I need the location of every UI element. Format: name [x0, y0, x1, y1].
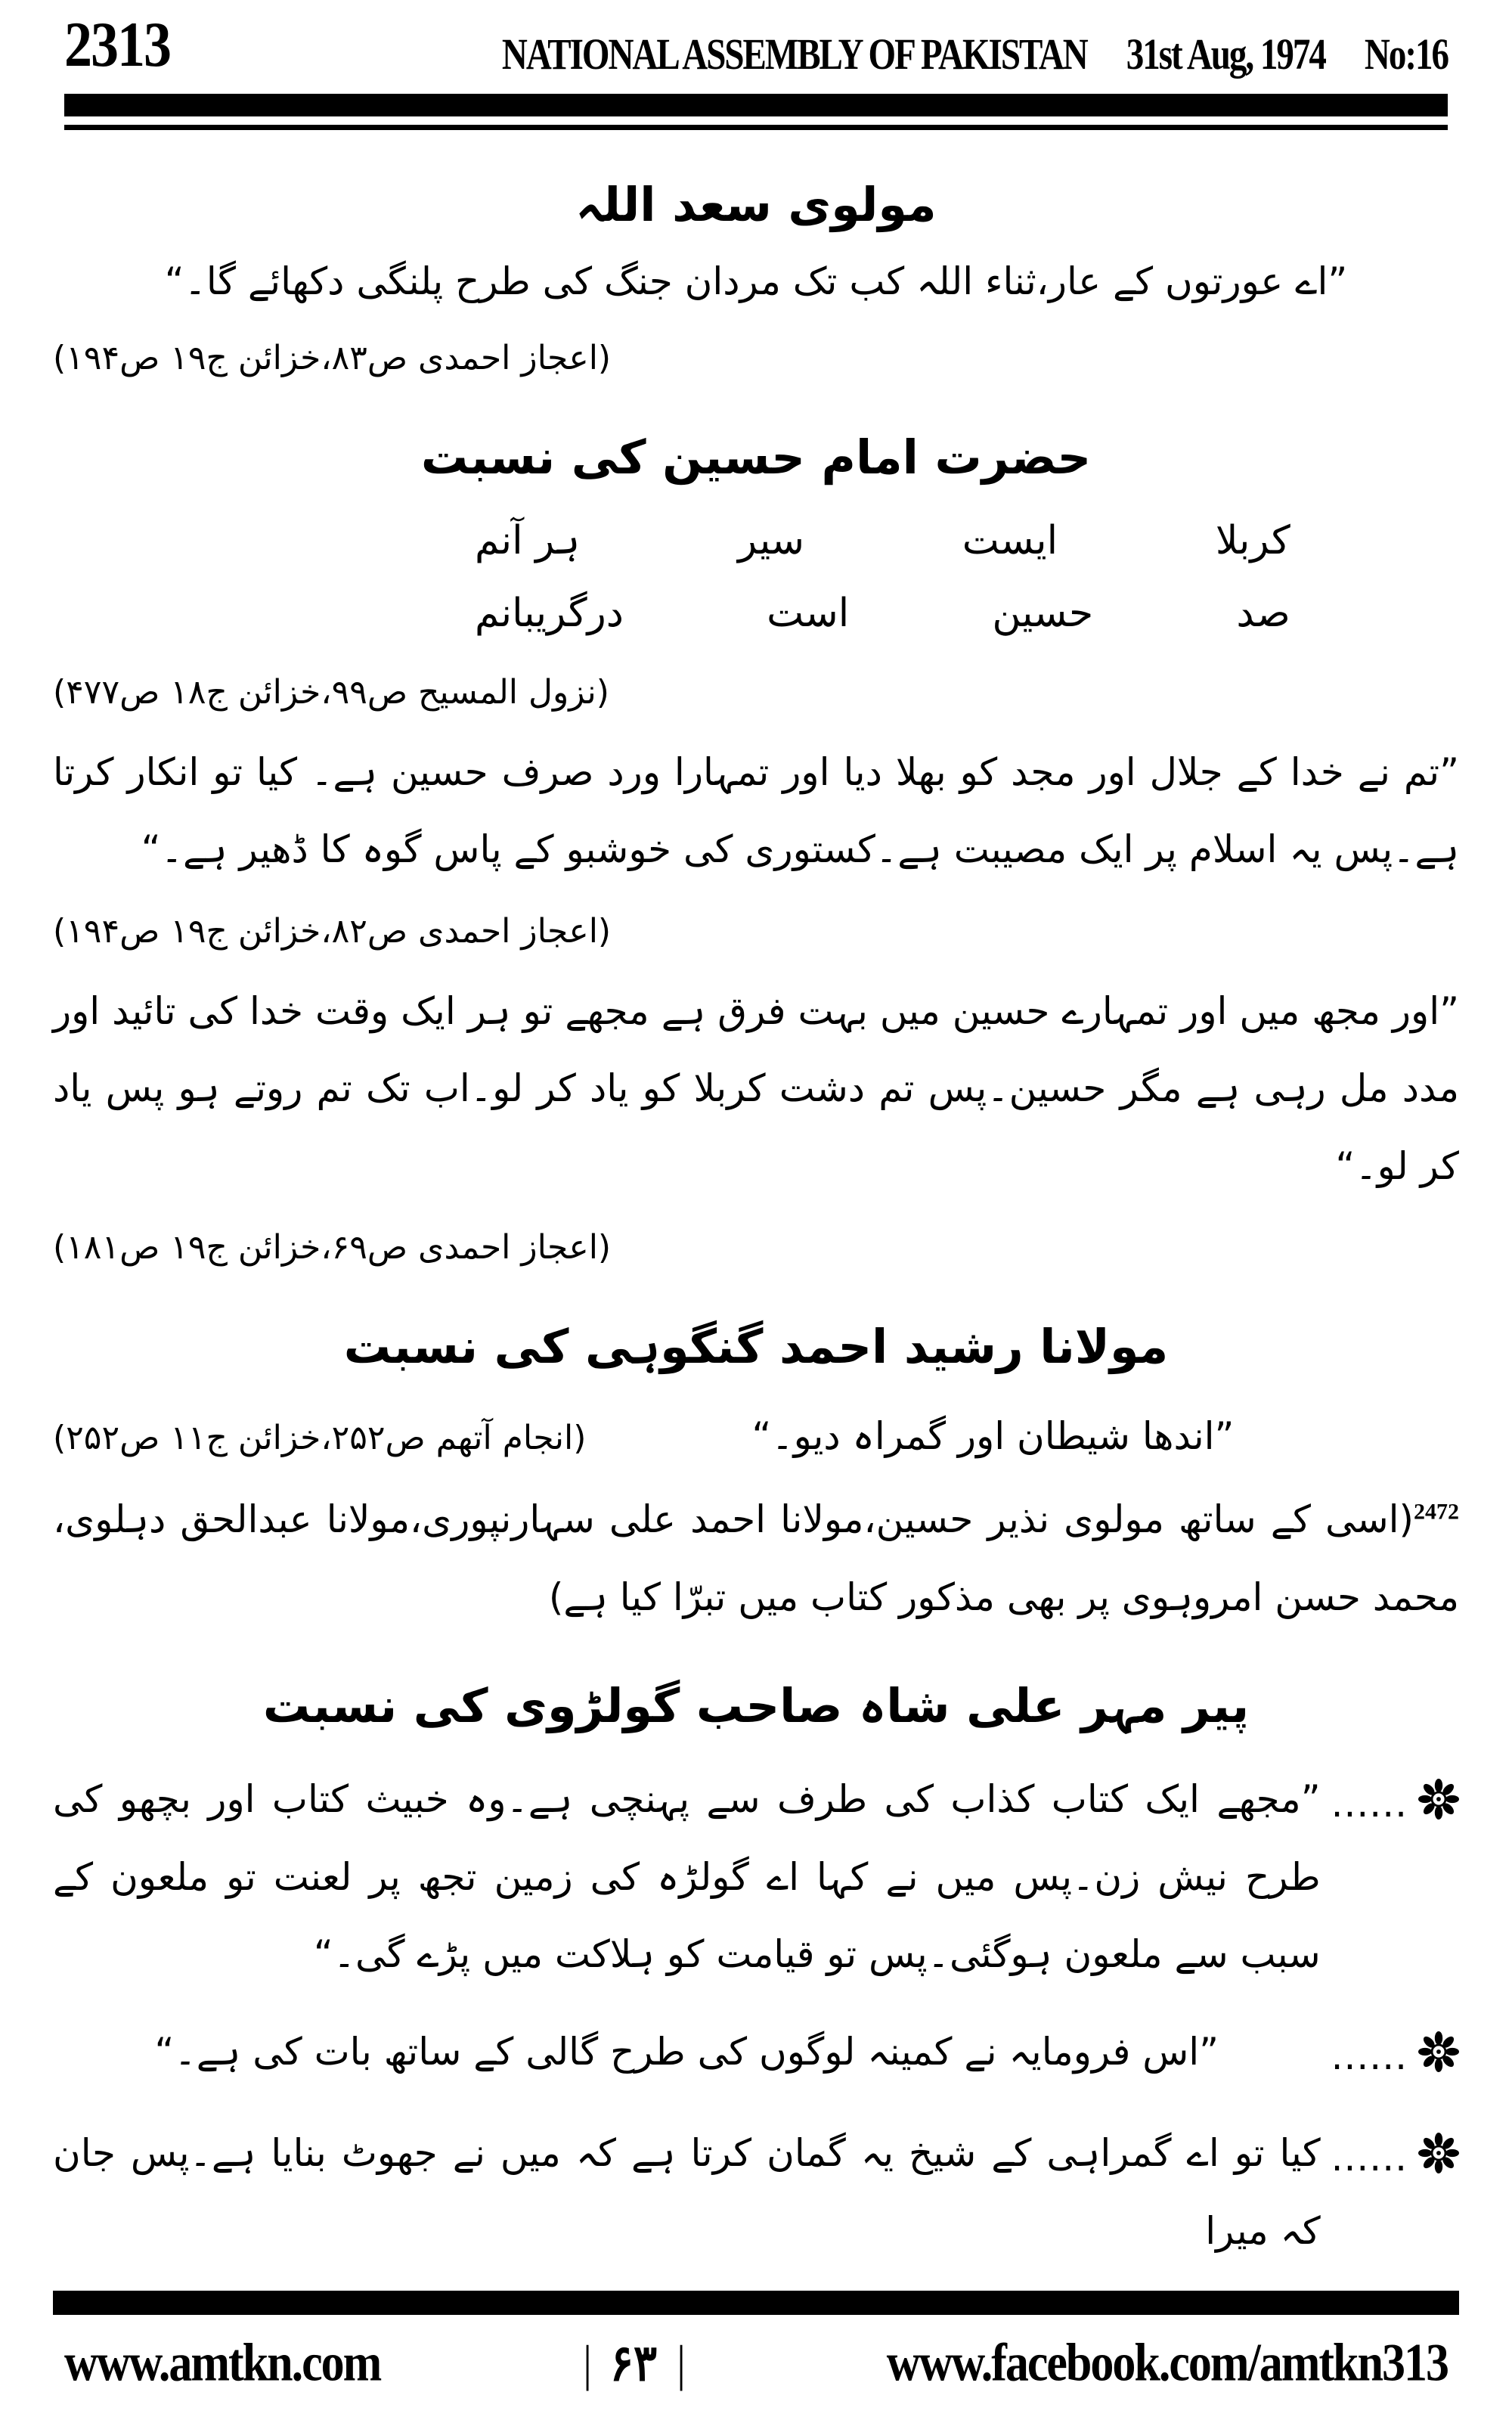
- footnote-marker: 2472: [1414, 1499, 1459, 1525]
- footnote-text: (اسی کے ساتھ مولوی نذیر حسین،مولانا احمد علی سہارنپوری،مولانا عبدالحق دہلوی، محمد حسن امروہوی پر بھی مذکور کتاب میں تبرّا کیا ہے): [53, 1497, 1459, 1619]
- section-heading-gangohi: مولانا رشید احمد گنگوہی کی نسبت: [343, 1319, 1169, 1375]
- footer-rule: [53, 2291, 1459, 2315]
- bullet-text: ”اس فرومایہ نے کمینہ لوگوں کی طرح گالی کے ساتھ بات کی ہے۔“: [154, 2029, 1219, 2074]
- couplet-word: ایست: [962, 517, 1058, 563]
- quote-gangohi: ”اندھا شیطان اور گمراہ دیو۔“: [751, 1414, 1235, 1459]
- header-rule-thin: [64, 125, 1448, 130]
- citation-ijaz-ahmadi-83: (اعجاز احمدی ص۸۳،خزائن ج۱۹ ص۱۹۴): [53, 339, 612, 377]
- bullet-text: ”مجھے ایک کتاب کذاب کی طرف سے پہنچی ہے۔وہ خبیث کتاب اور بچھو کی طرح نیش زن۔پس میں نے کہا اے گولڑہ کی زمین تجھ پر لعنت تو ملعون کے سبب سے ملعون ہوگئی۔پس تو قیامت کو ہلاکت میں پڑے گی۔“: [53, 1777, 1321, 1977]
- couplet-word: حسین: [992, 590, 1094, 636]
- session-date: 31st Aug, 1974: [1126, 29, 1325, 79]
- page-body: [0, 169, 1512, 2270]
- page-footer: [0, 2291, 1512, 2420]
- separator-bar: |: [677, 2335, 684, 2392]
- issue-number: No:16: [1364, 29, 1448, 79]
- citation-ijaz-ahmadi-69: (اعجاز احمدی ص۶۹،خزائن ج۱۹ ص۱۸۱): [53, 1228, 612, 1267]
- couplet-line-1: [475, 504, 1290, 577]
- citation-nuzul-masih-99: (نزول المسیح ص۹۹،خزائن ج۱۸ ص۴۷۷): [53, 673, 609, 712]
- footer-text-row: [0, 2315, 1512, 2420]
- citation-ijaz-ahmadi-82: (اعجاز احمدی ص۸۲،خزائن ج۱۹ ص۱۹۴): [53, 911, 612, 951]
- persian-couplet: [475, 504, 1290, 650]
- quote-saadullah: ”اے عورتوں کے عار،ثناء اللہ کب تک مردان جنگ کی طرح پلنگی دکھائے گا۔“: [164, 259, 1348, 303]
- section-heading-maulvi-saadullah: مولوی سعد اللہ: [575, 177, 937, 232]
- facebook-url: www.facebook.com/amtkn313: [886, 2333, 1448, 2393]
- couplet-word: ہر آنم: [475, 517, 581, 563]
- rosette-ornament-icon: [1418, 2031, 1459, 2072]
- header-rule-thick: [64, 94, 1448, 116]
- ellipsis-dots: ......: [1331, 1782, 1408, 1826]
- footer-page-number: ۶۳: [609, 2335, 658, 2392]
- rosette-ornament-icon: [1418, 2133, 1459, 2173]
- couplet-word: درگریبانم: [475, 590, 624, 636]
- couplet-word: کربلا: [1215, 517, 1290, 563]
- quote-citation-row: [53, 1404, 1459, 1469]
- section-heading-imam-hussain: حضرت امام حسین کی نسبت: [420, 429, 1092, 485]
- page-number: 2313: [64, 9, 170, 81]
- footnote-paragraph: [53, 1481, 1459, 1636]
- bullet-quote-2: [53, 2013, 1459, 2096]
- header-title-group: [501, 29, 1448, 79]
- bullet-text: کیا تو اے گمراہی کے شیخ یہ گمان کرتا ہے کہ میں نے جھوٹ بنایا ہے۔پس جان کہ میرا: [53, 2131, 1321, 2253]
- couplet-line-2: [475, 577, 1290, 650]
- bullet-quote-3: [53, 2114, 1459, 2270]
- page-header: [0, 0, 1512, 81]
- website-url: www.amtkn.com: [64, 2333, 381, 2393]
- quote-paragraph-1: ”تم نے خدا کے جلال اور مجد کو بھلا دیا اور تمہارا ورد صرف حسین ہے۔ کیا تو انکار کرتا ہے۔پس یہ اسلام پر ایک مصیبت ہے۔کستوری کی خوشبو کے پاس گوہ کا ڈھیر ہے۔“: [53, 749, 1459, 872]
- quote-paragraph-2: ”اور مجھ میں اور تمہارے حسین میں بہت فرق ہے مجھے تو ہر ایک وقت خدا کی تائید اور مدد مل رہی ہے مگر حسین۔پس تم دشت کربلا کو یاد کر لو۔اب تک تم روتے ہو پس یاد کر لو۔“: [53, 988, 1459, 1188]
- footer-page-number-group: [583, 2333, 684, 2392]
- bullet-quote-1: [53, 1761, 1459, 1993]
- couplet-word: صد: [1236, 590, 1290, 636]
- couplet-word: سیر: [738, 517, 804, 563]
- assembly-title: NATIONAL ASSEMBLY OF PAKISTAN: [501, 29, 1087, 79]
- separator-bar: |: [583, 2335, 590, 2392]
- couplet-word: است: [767, 590, 850, 636]
- citation-anjam-athim-252: (انجام آتھم ص۲۵۲،خزائن ج۱۱ ص۲۵۲): [53, 1419, 587, 1458]
- ellipsis-dots: ......: [1331, 2136, 1408, 2180]
- ellipsis-dots: ......: [1331, 2034, 1408, 2078]
- rosette-ornament-icon: [1418, 1779, 1459, 1820]
- section-heading-golarvi: پیر مہر علی شاہ صاحب گولڑوی کی نسبت: [262, 1678, 1250, 1734]
